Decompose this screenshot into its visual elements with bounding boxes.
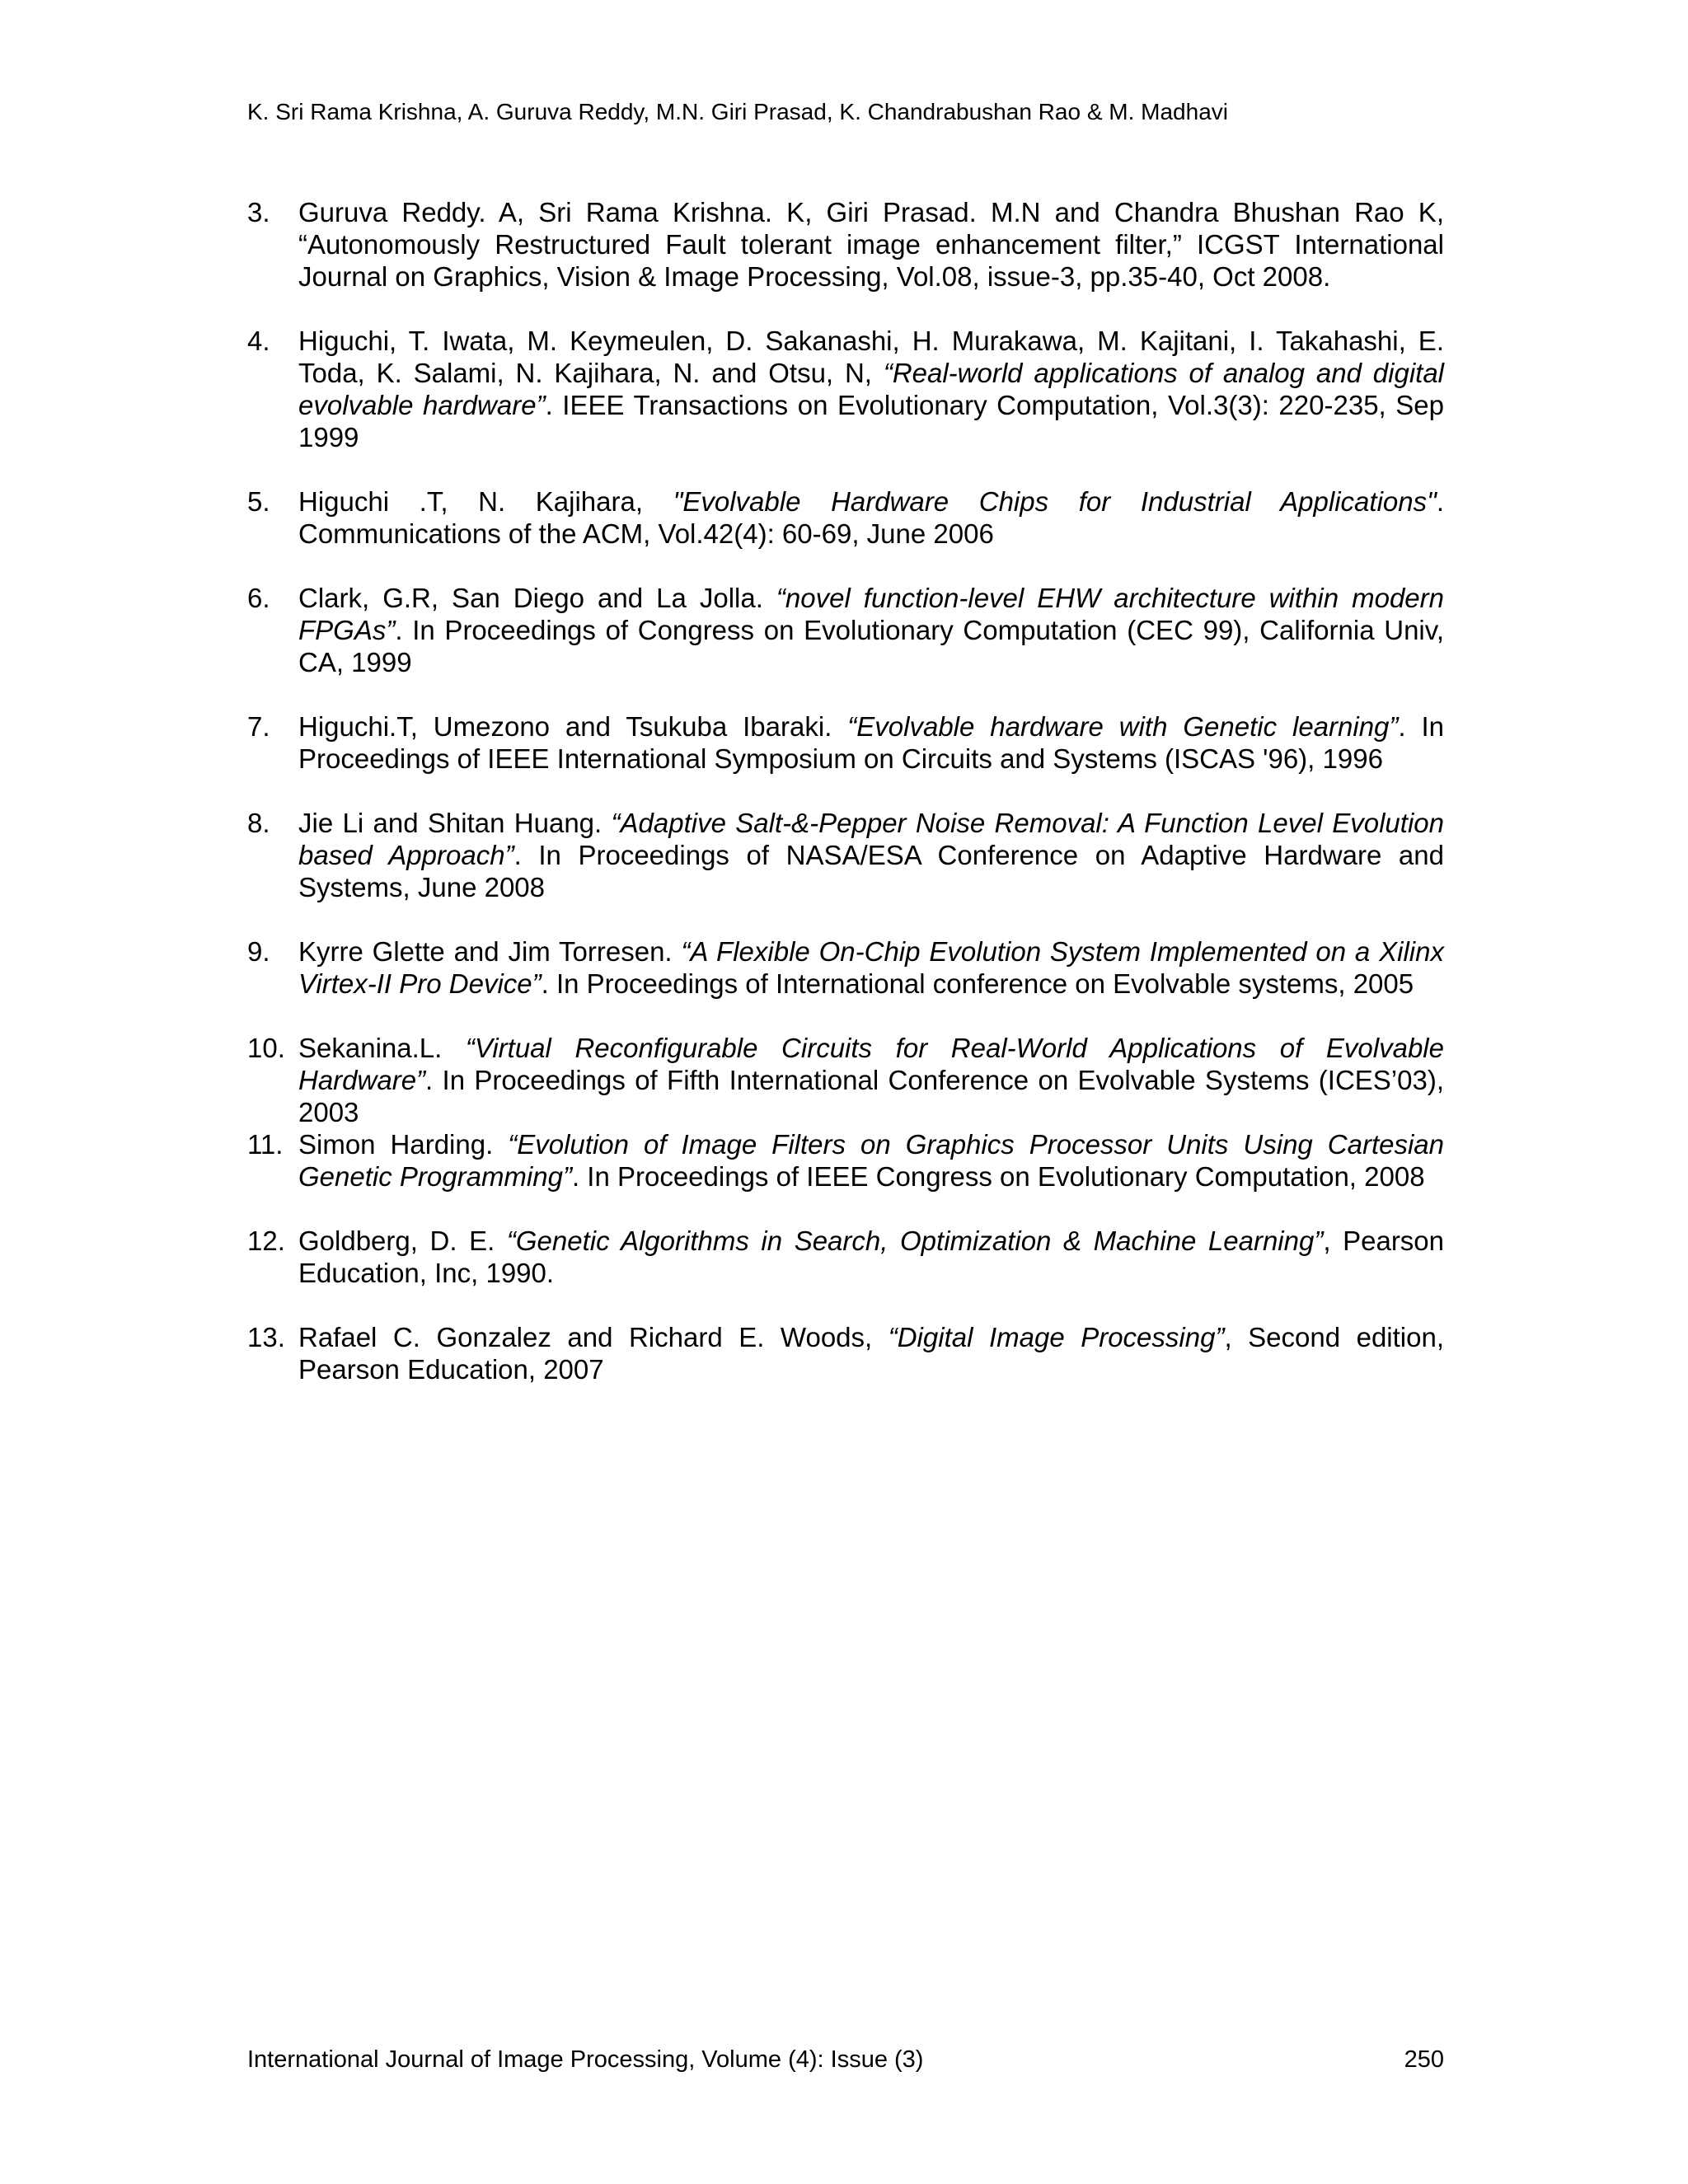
reference-number: 6. [247,583,270,613]
reference-number: 10. [247,1033,285,1063]
reference-item [247,196,1444,293]
reference-text: Higuchi.T, Umezono and Tsukuba Ibaraki. “Evolvable hardware with Genetic learning”. In Proceedings of IEEE International Symposium on Circuits and Systems (ISCAS '96), 1996 [298,711,1445,774]
reference-text: Guruva Reddy. A, Sri Rama Krishna. K, Giri Prasad. M.N and Chandra Bhushan Rao K, “Autonomously Restructured Fault tolerant image enhancement filter,” ICGST International Journal on Graphics, Vision & Image Processing, Vol.08, issue-3, pp.35-40, Oct 2008. [298,197,1444,292]
reference-title: “Evolution of Image Filters on Graphics Processor Units Using Cartesian Genetic Programming” [298,1129,1445,1192]
running-header-authors: K. Sri Rama Krishna, A. Guruva Reddy, M.N. Giri Prasad, K. Chandrabushan Rao & M. Madhavi [247,99,1228,124]
reference-text: Clark, G.R, San Diego and La Jolla. “novel function-level EHW architecture within modern FPGAs”. In Proceedings of Congress on Evolutionary Computation (CEC 99), California Univ, CA, 1999 [298,583,1444,677]
reference-item [247,935,1444,1000]
reference-number: 7. [247,711,270,742]
reference-text: Simon Harding. “Evolution of Image Filters on Graphics Processor Units Using Cartesian Genetic Programming”. In Proceedings of IEEE Congress on Evolutionary Computation, 2008 [298,1129,1445,1192]
reference-text: Goldberg, D. E. “Genetic Algorithms in Search, Optimization & Machine Learning”, Pearson Education, Inc, 1990. [298,1226,1445,1288]
reference-item [247,710,1444,775]
reference-number: 3. [247,197,270,227]
reference-number: 9. [247,936,270,967]
reference-title: "Evolvable Hardware Chips for Industrial Applications" [673,486,1437,517]
reference-text: Higuchi .T, N. Kajihara, "Evolvable Hardware Chips for Industrial Applications". Communications of the ACM, Vol.42(4): 60-69, June 2006 [298,486,1445,549]
reference-item [247,1032,1444,1128]
reference-number: 5. [247,486,270,517]
reference-item [247,1128,1444,1193]
reference-item [247,1225,1444,1289]
reference-item [247,582,1444,678]
reference-text: Rafael C. Gonzalez and Richard E. Woods, “Digital Image Processing”, Second edition, Pearson Education, 2007 [298,1322,1444,1385]
reference-number: 13. [247,1322,285,1352]
page-number: 250 [1404,2046,1444,2073]
footer-journal-title: International Journal of Image Processing, Volume (4): Issue (3) [247,2046,924,2073]
reference-item [247,325,1444,453]
reference-text: Higuchi, T. Iwata, M. Keymeulen, D. Sakanashi, H. Murakawa, M. Kajitani, I. Takahashi, E. Toda, K. Salami, N. Kajihara, N. and Otsu, N, “Real-world applications of analog and digital evolvable hardware”. IEEE Transactions on Evolutionary Computation, Vol.3(3): 220-235, Sep 1999 [298,326,1445,452]
reference-number: 8. [247,808,270,838]
reference-number: 4. [247,326,270,356]
reference-title: “Evolvable hardware with Genetic learning” [847,711,1399,742]
reference-number: 11. [247,1129,284,1160]
reference-title: “Genetic Algorithms in Search, Optimization & Machine Learning” [506,1226,1324,1256]
reference-title: “Digital Image Processing” [888,1322,1225,1352]
reference-title: “Adaptive Salt-&-Pepper Noise Removal: A Function Level Evolution based Approach” [298,808,1444,870]
reference-item [247,485,1444,550]
reference-title: “Real-world applications of analog and digital evolvable hardware” [298,358,1445,420]
reference-title: “novel function-level EHW architecture within modern FPGAs” [298,583,1444,645]
reference-item [247,1321,1444,1385]
reference-text: Jie Li and Shitan Huang. “Adaptive Salt-&-Pepper Noise Removal: A Function Level Evolution based Approach”. In Proceedings of NASA/ESA Conference on Adaptive Hardware and Systems, June 2008 [298,808,1444,902]
reference-number: 12. [247,1226,285,1256]
reference-item [247,807,1444,903]
reference-title: “Virtual Reconfigurable Circuits for Real-World Applications of Evolvable Hardware” [298,1033,1444,1095]
reference-list [247,196,1444,1418]
reference-title: “A Flexible On-Chip Evolution System Implemented on a Xilinx Virtex-II Pro Device” [298,936,1444,999]
reference-text: Sekanina.L. “Virtual Reconfigurable Circuits for Real-World Applications of Evolvable Hardware”. In Proceedings of Fifth International Conference on Evolvable Systems (ICES’03), 2003 [298,1033,1444,1127]
reference-text: Kyrre Glette and Jim Torresen. “A Flexible On-Chip Evolution System Implemented on a Xilinx Virtex-II Pro Device”. In Proceedings of International conference on Evolvable systems, 2005 [298,936,1444,999]
